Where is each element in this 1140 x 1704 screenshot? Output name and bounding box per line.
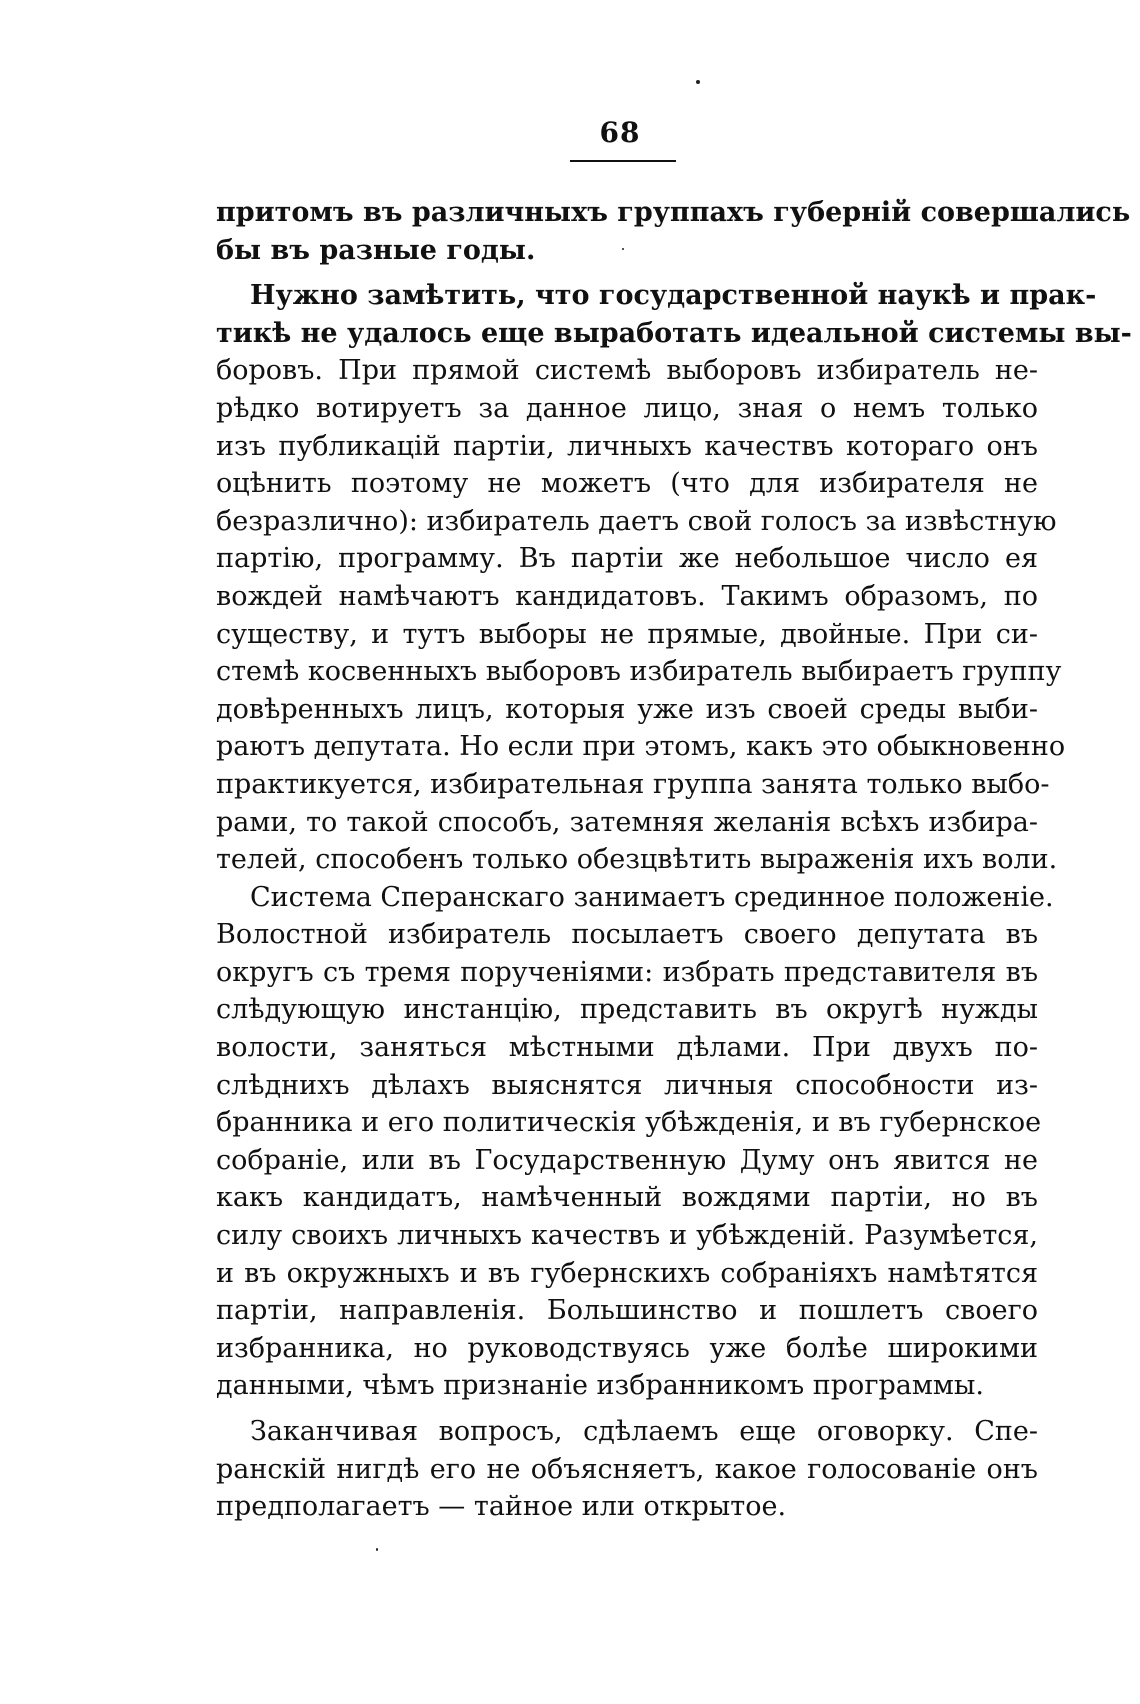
text-line: волости, заняться мѣстными дѣлами. При двухъ по-	[216, 1032, 1038, 1064]
text-line: предполагаетъ — тайное или открытое.	[216, 1491, 787, 1523]
text-line: вождей намѣчаютъ кандидатовъ. Такимъ образомъ, по	[216, 580, 1038, 612]
ink-speck	[376, 1548, 378, 1551]
text-line: бранника и его политическія убѣжденія, и въ губернское	[216, 1107, 1042, 1139]
text-line: довѣренныхъ лицъ, которыя уже изъ своей среды выби-	[216, 693, 1038, 725]
text-line: рѣдко вотируетъ за данное лицо, зная о немъ только	[216, 392, 1038, 424]
text-line: Система Сперанскаго занимаетъ срединное положеніе.	[250, 881, 1054, 913]
text-line: и въ окружныхъ и въ губернскихъ собраніяхъ намѣтятся	[216, 1257, 1038, 1289]
text-line: изъ публикацій партіи, личныхъ качествъ котораго онъ	[216, 430, 1038, 462]
text-line: силу своихъ личныхъ качествъ и убѣжденій. Разумѣется,	[216, 1220, 1038, 1252]
text-line: притомъ въ различныхъ группахъ губерній совершались	[216, 197, 1131, 228]
page-number: 68	[599, 116, 641, 149]
text-line: слѣднихъ дѣлахъ выяснятся личныя способности из-	[216, 1069, 1038, 1101]
page-number-rule	[570, 160, 676, 162]
text-line: данными, чѣмъ признаніе избранникомъ программы.	[216, 1370, 984, 1402]
ink-speck	[696, 80, 700, 84]
text-line: Заканчивая вопросъ, сдѣлаемъ еще оговорку. Спе-	[250, 1416, 1038, 1447]
text-line: рами, то такой способъ, затемняя желанія всѣхъ избира-	[216, 806, 1038, 838]
text-line: Нужно замѣтить, что государственной наукѣ и прак-	[250, 280, 1097, 312]
text-line: стемѣ косвенныхъ выборовъ избиратель выбираетъ группу	[216, 656, 1062, 688]
text-line: тикѣ не удалось еще выработать идеальной системы вы-	[216, 317, 1132, 349]
text-line: бы въ разные годы.	[216, 234, 536, 266]
text-line: существу, и тутъ выборы не прямые, двойные. При си-	[216, 618, 1038, 650]
text-line: боровъ. При прямой системѣ выборовъ избиратель не-	[216, 355, 1038, 387]
text-line: оцѣнить поэтому не можетъ (что для избирателя не	[216, 468, 1038, 500]
text-line: партію, программу. Въ партіи же небольшое число ея	[216, 543, 1038, 575]
text-line: округъ съ тремя порученіями: избрать представителя въ	[216, 956, 1038, 988]
text-line: ранскій нигдѣ его не объясняетъ, какое голосованіе онъ	[216, 1453, 1038, 1485]
text-line: телей, способенъ только обезцвѣтить выраженія ихъ воли.	[216, 844, 1058, 876]
text-line: какъ кандидатъ, намѣченный вождями партіи, но въ	[216, 1182, 1038, 1214]
text-line: Волостной избиратель посылаетъ своего депутата въ	[216, 919, 1038, 951]
text-line: партіи, направленія. Большинство и пошлетъ своего	[216, 1295, 1038, 1327]
text-line: раютъ депутата. Но если при этомъ, какъ это обыкновенно	[216, 731, 1066, 763]
text-line: безразлично): избиратель даетъ свой голосъ за извѣстную	[216, 505, 1057, 537]
text-line: слѣдующую инстанцію, представить въ округѣ нужды	[216, 994, 1038, 1026]
text-line: практикуется, избирательная группа занята только выбо-	[216, 768, 1050, 800]
text-line: избранника, но руководствуясь уже болѣе широкими	[216, 1332, 1038, 1364]
body-text	[216, 194, 1132, 1526]
text-line: собраніе, или въ Государственную Думу онъ явится не	[216, 1144, 1038, 1176]
